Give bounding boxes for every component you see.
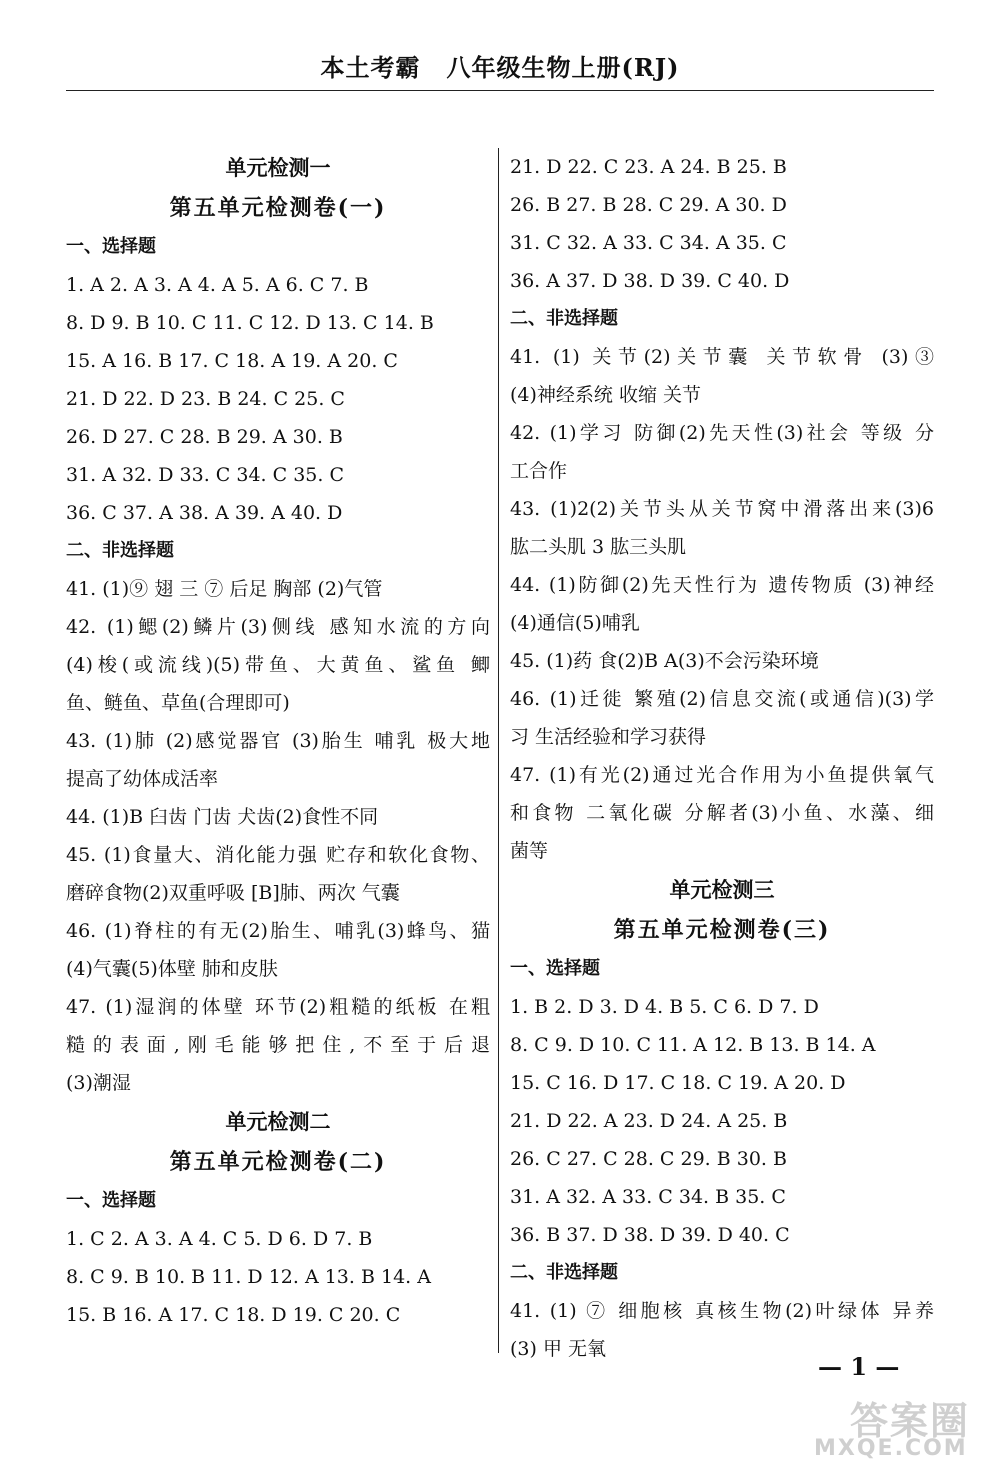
- answer-line: 26. B 27. B 28. C 29. A 30. D: [510, 194, 787, 216]
- answer-line: 42. (1)鳃(2)鳞片(3)侧线 感知水流的方向: [66, 616, 490, 638]
- section-heading: 一、选择题: [510, 958, 600, 979]
- answer-line: 21. D 22. D 23. B 24. C 25. C: [66, 388, 345, 410]
- answer-line: 36. A 37. D 38. D 39. C 40. D: [510, 270, 790, 292]
- answer-line: 41. (1)⑨ 翅 三 ⑦ 后足 胸部 (2)气管: [66, 578, 383, 600]
- answer-line: 26. D 27. C 28. B 29. A 30. B: [66, 426, 343, 448]
- header-divider: [66, 90, 934, 91]
- exam-title: 第五单元检测卷(三): [613, 917, 831, 943]
- unit-title: 单元检测二: [225, 1110, 331, 1134]
- answer-line: 15. C 16. D 17. C 18. C 19. A 20. D: [510, 1072, 846, 1094]
- watermark-logo: [810, 1390, 990, 1462]
- answer-line: 磨碎食物(2)双重呼吸 [B]肺、两次 气囊: [66, 882, 400, 904]
- answer-line: 31. A 32. A 33. C 34. B 35. C: [510, 1186, 786, 1208]
- answer-line: (3) 甲 无氧: [510, 1338, 606, 1360]
- answer-line: 31. C 32. A 33. C 34. A 35. C: [510, 232, 787, 254]
- answer-line: 42. (1)学习 防御(2)先天性(3)社会 等级 分: [510, 422, 934, 444]
- answer-line: 36. B 37. D 38. D 39. D 40. C: [510, 1224, 790, 1246]
- answer-line: 工合作: [510, 460, 568, 482]
- answer-line: 46. (1)脊柱的有无(2)胎生、哺乳(3)蜂鸟、猫: [66, 920, 490, 942]
- book-brand: 本土考霸: [320, 53, 421, 82]
- answer-line: 21. D 22. A 23. D 24. A 25. B: [510, 1110, 788, 1132]
- answer-line: 8. D 9. B 10. C 11. C 12. D 13. C 14. B: [66, 312, 434, 334]
- answer-line: 44. (1)防御(2)先天性行为 遗传物质 (3)神经: [510, 574, 934, 596]
- unit-title: 单元检测三: [669, 878, 775, 902]
- answer-line: 41. (1) 关节(2)关节囊 关节软骨 (3)③: [510, 346, 934, 368]
- answer-line: 1. B 2. D 3. D 4. B 5. C 6. D 7. D: [510, 996, 819, 1018]
- answer-line: 鱼、鲢鱼、草鱼(合理即可): [66, 692, 290, 714]
- answer-line: 45. (1)食量大、消化能力强 贮存和软化食物、: [66, 844, 490, 866]
- answer-line: 8. C 9. B 10. B 11. D 12. A 13. B 14. A: [66, 1266, 431, 1288]
- answer-line: 44. (1)B 臼齿 门齿 犬齿(2)食性不同: [66, 806, 379, 828]
- answer-line: 21. D 22. C 23. A 24. B 25. B: [510, 156, 787, 178]
- answer-line: (4)神经系统 收缩 关节: [510, 384, 701, 406]
- section-heading: 一、选择题: [66, 1190, 156, 1211]
- page-number: — 1 —: [818, 1352, 900, 1381]
- answer-line: 36. C 37. A 38. A 39. A 40. D: [66, 502, 343, 524]
- answer-line: 26. C 27. C 28. C 29. B 30. B: [510, 1148, 787, 1170]
- answer-line: 31. A 32. D 33. C 34. C 35. C: [66, 464, 345, 486]
- answer-line: (4)梭(或流线)(5)带鱼、大黄鱼、鲨鱼 鲫: [66, 654, 490, 676]
- unit-title: 单元检测一: [225, 156, 331, 180]
- watermark-title: 答案圈: [850, 1399, 971, 1443]
- watermark-url: MXQE.COM: [814, 1436, 968, 1461]
- answer-line: 糙的表面,刚毛能够把住,不至于后退: [66, 1034, 490, 1056]
- section-heading: 二、非选择题: [510, 308, 618, 329]
- answer-line: 43. (1)2(2)关节头从关节窝中滑落出来(3)6: [510, 498, 934, 520]
- answer-line: 肱二头肌 3 肱三头肌: [510, 536, 687, 558]
- exam-title: 第五单元检测卷(一): [169, 195, 387, 221]
- answer-line: 47. (1)湿润的体壁 环节(2)粗糙的纸板 在粗: [66, 996, 490, 1018]
- answer-line: 46. (1)迁徙 繁殖(2)信息交流(或通信)(3)学: [510, 688, 934, 710]
- answer-line: (4)通信(5)哺乳: [510, 612, 640, 634]
- answer-line: 47. (1)有光(2)通过光合作用为小鱼提供氧气: [510, 764, 934, 786]
- answer-line: 菌等: [510, 840, 549, 862]
- right-column: [510, 148, 934, 1368]
- answer-line: 习 生活经验和学习获得: [510, 726, 707, 748]
- page-header: [0, 48, 1000, 83]
- column-divider: [498, 148, 499, 1353]
- answer-line: 15. A 16. B 17. C 18. A 19. A 20. C: [66, 350, 398, 372]
- answer-line: 1. C 2. A 3. A 4. C 5. D 6. D 7. B: [66, 1228, 373, 1250]
- answer-line: 和食物 二氧化碳 分解者(3)小鱼、水藻、细: [510, 802, 934, 824]
- answer-line: 8. C 9. D 10. C 11. A 12. B 13. B 14. A: [510, 1034, 876, 1056]
- section-heading: 二、非选择题: [66, 540, 174, 561]
- left-column: [66, 148, 490, 1334]
- exam-title: 第五单元检测卷(二): [169, 1149, 387, 1175]
- section-heading: 二、非选择题: [510, 1262, 618, 1283]
- answer-line: 提高了幼体成活率: [66, 768, 219, 790]
- answer-line: (3)潮湿: [66, 1072, 131, 1094]
- answer-line: 45. (1)药 食(2)B A(3)不会污染环境: [510, 650, 819, 672]
- answer-line: 43. (1)肺 (2)感觉器官 (3)胎生 哺乳 极大地: [66, 730, 490, 752]
- section-heading: 一、选择题: [66, 236, 156, 257]
- answer-line: 15. B 16. A 17. C 18. D 19. C 20. C: [66, 1304, 401, 1326]
- answer-line: 41. (1) ⑦ 细胞核 真核生物(2)叶绿体 异养: [510, 1300, 934, 1322]
- answer-line: 1. A 2. A 3. A 4. A 5. A 6. C 7. B: [66, 274, 369, 296]
- book-subtitle: 八年级生物上册(RJ): [446, 53, 680, 82]
- answer-line: (4)气囊(5)体壁 肺和皮肤: [66, 958, 278, 980]
